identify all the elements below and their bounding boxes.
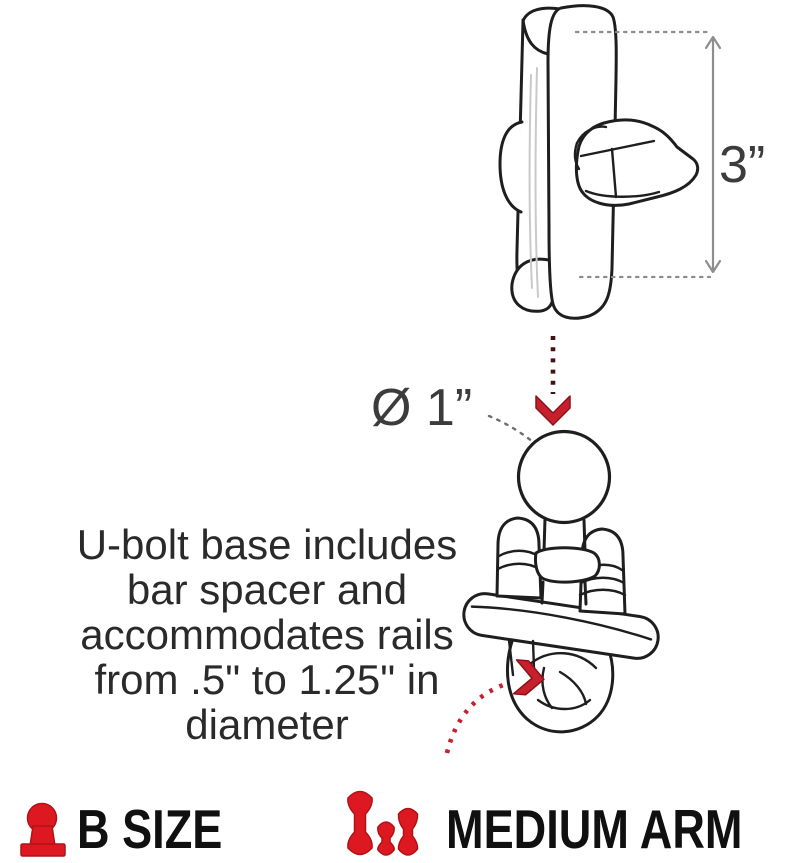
ball-diameter-label: Ø 1” xyxy=(371,379,473,437)
red-dotted-down-arrow xyxy=(536,336,570,425)
socket-arm-drawing xyxy=(500,6,698,319)
description-line: U-bolt base includes xyxy=(76,521,458,568)
knob-outline xyxy=(576,120,697,206)
ball-size-label: B SIZE xyxy=(77,798,223,860)
tall-arm-glyph xyxy=(348,792,372,855)
arm-length-label: MEDIUM ARM xyxy=(446,798,743,860)
description-line: diameter xyxy=(185,701,349,748)
description-line: accommodates rails xyxy=(80,611,454,658)
arm-left-socket-bulge xyxy=(500,122,522,212)
down-arrow-chevron xyxy=(536,396,570,425)
ball-base-icon xyxy=(21,804,65,857)
description-line: bar spacer and xyxy=(126,566,408,613)
description-line: from .5" to 1.25" in xyxy=(94,656,440,703)
medium-arm-glyph xyxy=(398,809,417,856)
one-inch-ball xyxy=(519,432,610,523)
u-bolt-base-drawing xyxy=(461,432,661,732)
dimension-label: 3” xyxy=(719,136,766,194)
short-arm-glyph xyxy=(378,822,394,855)
three-arm-heights-icon xyxy=(348,792,418,856)
description-text xyxy=(55,522,479,747)
